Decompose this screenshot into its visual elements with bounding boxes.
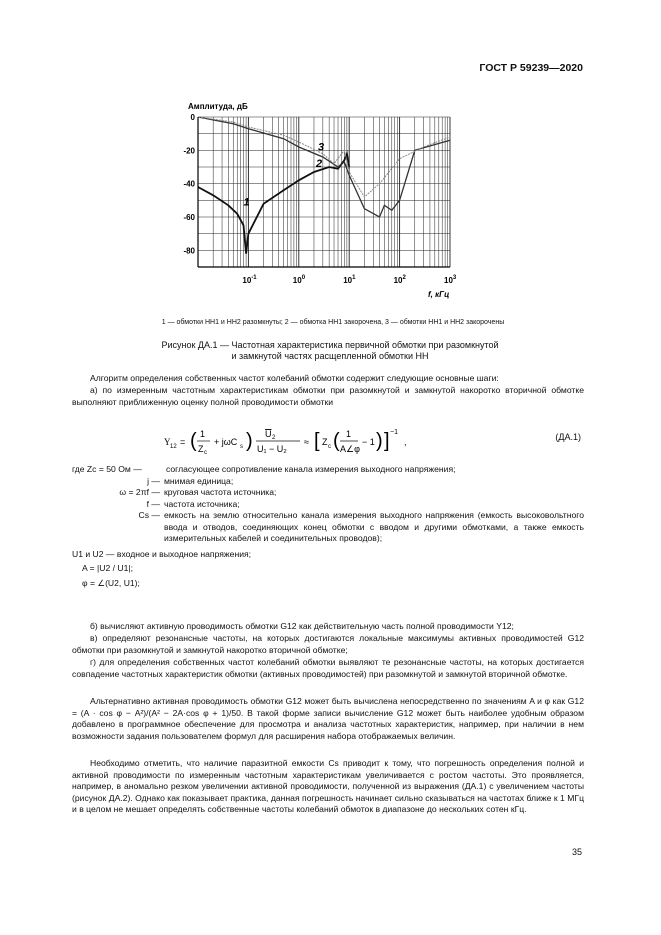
paragraph-intro: Алгоритм определения собственных частот колебаний обмотки содержит следующие основные шаги: — [90, 373, 499, 383]
svg-text:−1: −1 — [390, 429, 398, 436]
definition-text: мнимая единица; — [164, 475, 234, 486]
svg-text:[: [ — [314, 430, 320, 452]
svg-text:+ jωC: + jωC — [214, 437, 238, 447]
svg-text:Z: Z — [322, 437, 328, 447]
svg-text:): ) — [246, 430, 253, 452]
x-tick-label: $10^1$ — [343, 275, 356, 285]
definition-text: емкость на землю относительно канала измерения выходного напряжения (емкость высоковольтного ввода и отводов, соединяющих конец обмотки с вводом и другими обмотками, а также емкость измерительных кабелей и соединительных проводов); — [164, 510, 584, 543]
svg-text:=: = — [180, 437, 186, 447]
definition-row — [72, 499, 584, 511]
svg-text:U₁ − U₂: U₁ − U₂ — [257, 444, 287, 454]
definition-row — [72, 510, 584, 545]
svg-text:c: c — [204, 450, 207, 456]
y-axis-label: Амплитуда, дБ — [188, 102, 248, 111]
definition-term: Cs — — [138, 510, 160, 520]
paragraph-alternative: Альтернативно активная проводимость обмотки G12 может быть вычислена непосредственно по значениям A и φ как G12 = (A · cos φ − A²)/(A² − 2A·cos φ + 1)/50. В такой форме записи вычисление G12 может быть наиболее удобным образом добавлено в программное обеспечение для просмотра и анализа частотных характеристик, например, при наличии в нем возможности задания пользователем формул для расширения набора отображаемых величин. — [72, 696, 584, 741]
svg-text:1: 1 — [200, 429, 206, 439]
svg-text:2: 2 — [272, 435, 276, 441]
paragraph-step-v: в) определяют резонансные частоты, на которых достигаются локальные максимумы активных проводимостей G12 обмотки при разомкнутой и замкнутой накоротко вторичной обмотке; — [72, 633, 584, 655]
y-tick-label: -80 — [183, 246, 195, 256]
definition-row — [72, 476, 584, 488]
svg-text:Y: Y — [164, 437, 171, 447]
x-tick-label: $10^3$ — [444, 275, 457, 285]
curve-label: 1 — [243, 196, 250, 209]
definitions-list — [72, 464, 584, 589]
definition-text: круговая частота источника; — [164, 487, 277, 497]
svg-text:(: ( — [333, 430, 340, 452]
figure-legend: 1 — обмотки НН1 и НН2 разомкнуты; 2 — обмотка НН1 закорочена, 3 — обмотки НН1 и НН2 закорочены — [161, 319, 505, 326]
definition-term: j — — [147, 475, 160, 486]
svg-text:A∠φ: A∠φ — [340, 444, 360, 454]
chart-grid — [198, 117, 450, 267]
svg-text:s: s — [240, 444, 243, 450]
svg-text:,: , — [404, 437, 407, 447]
paragraph-step-a: а) по измеренным частотным характеристикам обмотки при разомкнутой и замкнутой накоротко вторичной обмотке выполняют приближенную оценку полной проводимости обмотки — [72, 385, 584, 407]
figure-title — [130, 340, 530, 362]
equation-number: (ДА.1) — [555, 432, 581, 442]
svg-text:≈: ≈ — [304, 437, 309, 447]
series-1-line — [198, 154, 349, 254]
definition-term: где Zc = 50 Ом — — [72, 464, 142, 474]
x-tick-label: $10^{-1}$ — [242, 275, 257, 285]
definition-row — [72, 464, 584, 476]
definition-term: ω = 2πf — — [119, 487, 160, 497]
svg-text:U: U — [265, 429, 272, 439]
y-tick-label: -40 — [183, 179, 195, 189]
figure-title-line1: Рисунок ДА.1 — Частотная характеристика первичной обмотки при разомкнутой — [161, 340, 499, 350]
paragraph-note: Необходимо отметить, что наличие паразитной емкости Cs приводит к тому, что погрешность определения полной и активной проводимости по измеренным частотным характеристикам увеличивается с ростом частоты. Это проявляется, например, в аномально резком увеличении активной проводимости, полученной из выражения (ДА.1) с увеличением частоты (рисунок ДА.2). Однако как показывает практика, данная погрешность начинает сильно сказываться на частотах ближе к 1 МГц и в целом не мешает определять собственные частоты колебаний обмоток в диапазоне до нескольких сотен кГц. — [72, 758, 584, 814]
voltage-line: U1 и U2 — входное и выходное напряжения; — [72, 548, 252, 559]
y-tick-label: -20 — [183, 146, 195, 156]
curve-label: 2 — [316, 158, 323, 170]
svg-text:Z: Z — [198, 444, 204, 454]
formula-da1 — [160, 423, 580, 459]
definition-row — [72, 487, 584, 499]
svg-text:]: ] — [384, 430, 390, 452]
figure-title-line2: и замкнутой частях расщепленной обмотки НН — [231, 351, 429, 361]
phase-line: φ = ∠(U2, U1); — [82, 577, 140, 588]
y-tick-label: -60 — [183, 213, 195, 222]
svg-text:1: 1 — [346, 429, 352, 439]
document-header: ГОСТ Р 59239—2020 — [479, 62, 583, 74]
paragraph-step-g: г) для определения собственных частот колебаний обмотки выявляют те резонансные частоты, на которых достигается совпадение частотных характеристик обмотки (активных проводимостей) при разомкнутой и замкнутой вторичной обмотке. — [72, 657, 584, 679]
svg-text:12: 12 — [170, 444, 177, 450]
definition-text: частота источника; — [164, 498, 240, 509]
svg-text:(: ( — [190, 430, 197, 452]
formula-graphic — [160, 423, 580, 459]
curve-label: 3 — [317, 141, 325, 154]
definition-text: согласующее сопротивление канала измерения выходного напряжения; — [166, 464, 456, 474]
svg-text:− 1: − 1 — [362, 437, 375, 447]
svg-text:c: c — [328, 444, 331, 450]
y-tick-label: 0 — [190, 113, 195, 122]
x-tick-label: $10^2$ — [393, 275, 406, 285]
paragraph-step-b: б) вычисляют активную проводимость обмотки G12 как действительную часть полной проводимости Y12; — [90, 621, 514, 631]
page-number: 35 — [571, 847, 582, 857]
frequency-response-chart — [160, 95, 480, 310]
x-axis-label: f, кГц — [428, 290, 450, 299]
svg-text:): ) — [376, 430, 383, 452]
chart-curves — [198, 117, 450, 254]
amplitude-ratio-line: A = |U2 / U1|; — [82, 563, 134, 573]
x-tick-label: $10^0$ — [292, 275, 306, 285]
definition-term: f — — [146, 498, 160, 509]
